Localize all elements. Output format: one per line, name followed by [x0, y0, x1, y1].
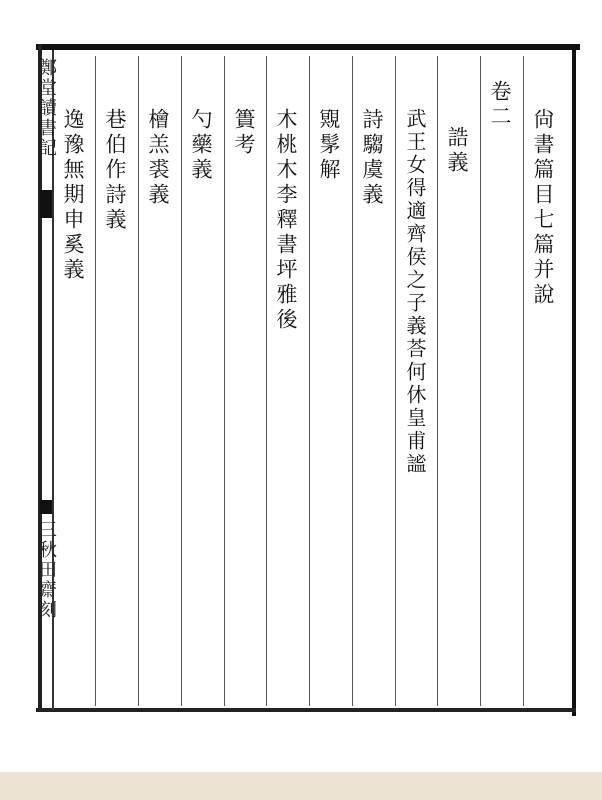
- column-title: 尙書篇目七篇并說: [531, 108, 555, 308]
- margin-title: 鄭堂讀書記: [36, 58, 57, 158]
- column-divider: [480, 56, 481, 706]
- column-entry: 誥義: [445, 126, 469, 176]
- column-divider: [224, 56, 225, 706]
- column-entry: 檜羔裘義: [146, 108, 170, 208]
- border-bottom: [36, 708, 576, 712]
- column-divider: [95, 56, 96, 706]
- column-volume: 卷二: [488, 80, 512, 130]
- column-entry: 詩騶虞義: [360, 108, 384, 208]
- column-entry: 覭髳解: [317, 108, 341, 183]
- fold-mark: [40, 190, 52, 218]
- bottom-band: [0, 772, 602, 800]
- column-divider: [138, 56, 139, 706]
- column-divider: [523, 56, 524, 706]
- column-divider: [181, 56, 182, 706]
- border-right: [572, 44, 576, 716]
- column-entry: 武王女得適齊侯之子義荅何休皇甫謐: [403, 108, 427, 476]
- fold-mark: [40, 500, 52, 514]
- column-divider: [437, 56, 438, 706]
- margin-footer: 三秋田齋刻: [36, 520, 57, 620]
- border-top: [36, 44, 580, 50]
- column-divider: [352, 56, 353, 706]
- column-divider: [309, 56, 310, 706]
- column-divider: [395, 56, 396, 706]
- column-entry: 逸豫無期申奚義: [61, 108, 85, 283]
- column-entry: 簣考: [232, 108, 256, 158]
- column-entry: 巷伯作詩義: [103, 108, 127, 233]
- column-entry: 木桃木李釋書坪雅後: [274, 108, 298, 333]
- column-entry: 勺藥義: [189, 108, 213, 183]
- column-divider: [266, 56, 267, 706]
